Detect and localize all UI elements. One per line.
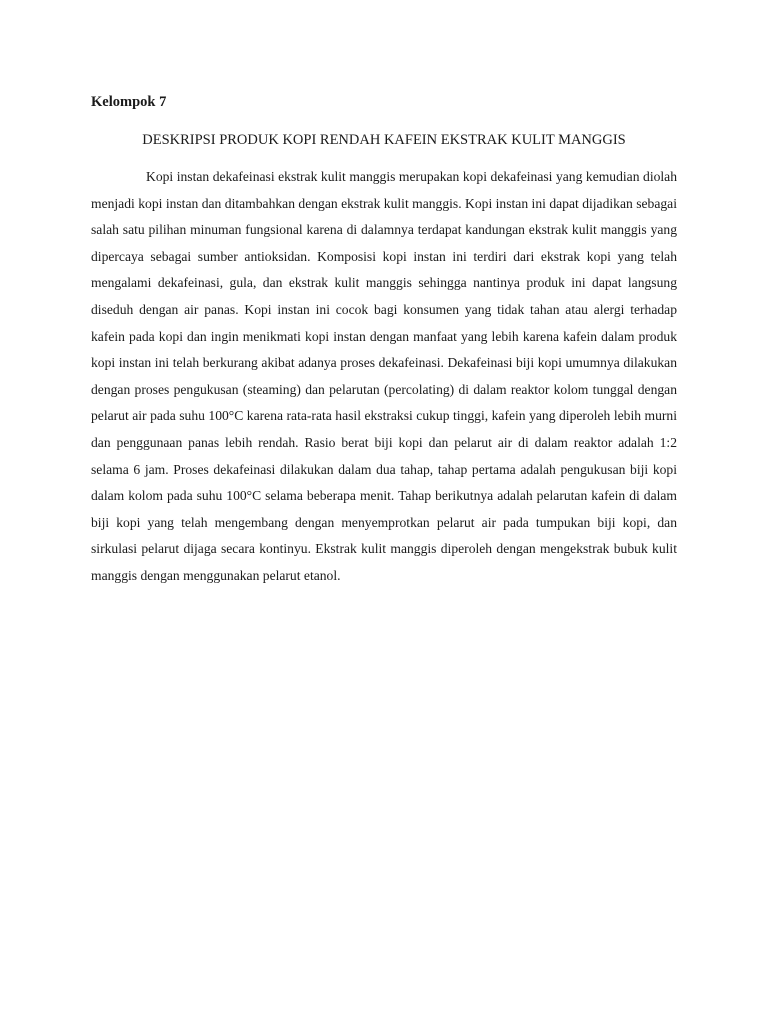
body-paragraph: Kopi instan dekafeinasi ekstrak kulit manggis merupakan kopi dekafeinasi yang kemudian diolah menjadi kopi instan dan ditambahkan dengan ekstrak kulit manggis. Kopi instan ini dapat dijadikan sebagai salah satu pilihan minuman fungsional karena di dalamnya terdapat kandungan ekstrak kulit manggis yang dipercaya sebagai sumber antioksidan. Komposisi kopi instan ini terdiri dari ekstrak kopi yang telah mengalami dekafeinasi, gula, dan ekstrak kulit manggis sehingga nantinya produk ini dapat langsung diseduh dengan air panas. Kopi instan ini cocok bagi konsumen yang tidak tahan atau alergi terhadap kafein pada kopi dan ingin menikmati kopi instan dengan manfaat yang lebih karena kafein dalam produk kopi instan ini telah berkurang akibat adanya proses dekafeinasi. Dekafeinasi biji kopi umumnya dilakukan dengan proses pengukusan (steaming) dan pelarutan (percolating) di dalam reaktor kolom tunggal dengan pelarut air pada suhu 100°C karena rata-rata hasil ekstraksi cukup tinggi, kafein yang diperoleh lebih murni dan penggunaan panas lebih rendah. Rasio berat biji kopi dan pelarut air di dalam reaktor adalah 1:2 selama 6 jam. Proses dekafeinasi dilakukan dalam dua tahap, tahap pertama adalah pengukusan biji kopi dalam kolom pada suhu 100°C selama beberapa menit. Tahap berikutnya adalah pelarutan kafein di dalam biji kopi yang telah mengembang dengan menyemprotkan pelarut air pada tumpukan biji kopi, dan sirkulasi pelarut dijaga secara kontinyu. Ekstrak kulit manggis diperoleh dengan mengekstrak bubuk kulit manggis dengan menggunakan pelarut etanol. [91, 169, 677, 583]
group-label: Kelompok 7 [91, 94, 167, 110]
document-title: DESKRIPSI PRODUK KOPI RENDAH KAFEIN EKSTRAK KULIT MANGGIS [142, 132, 626, 148]
